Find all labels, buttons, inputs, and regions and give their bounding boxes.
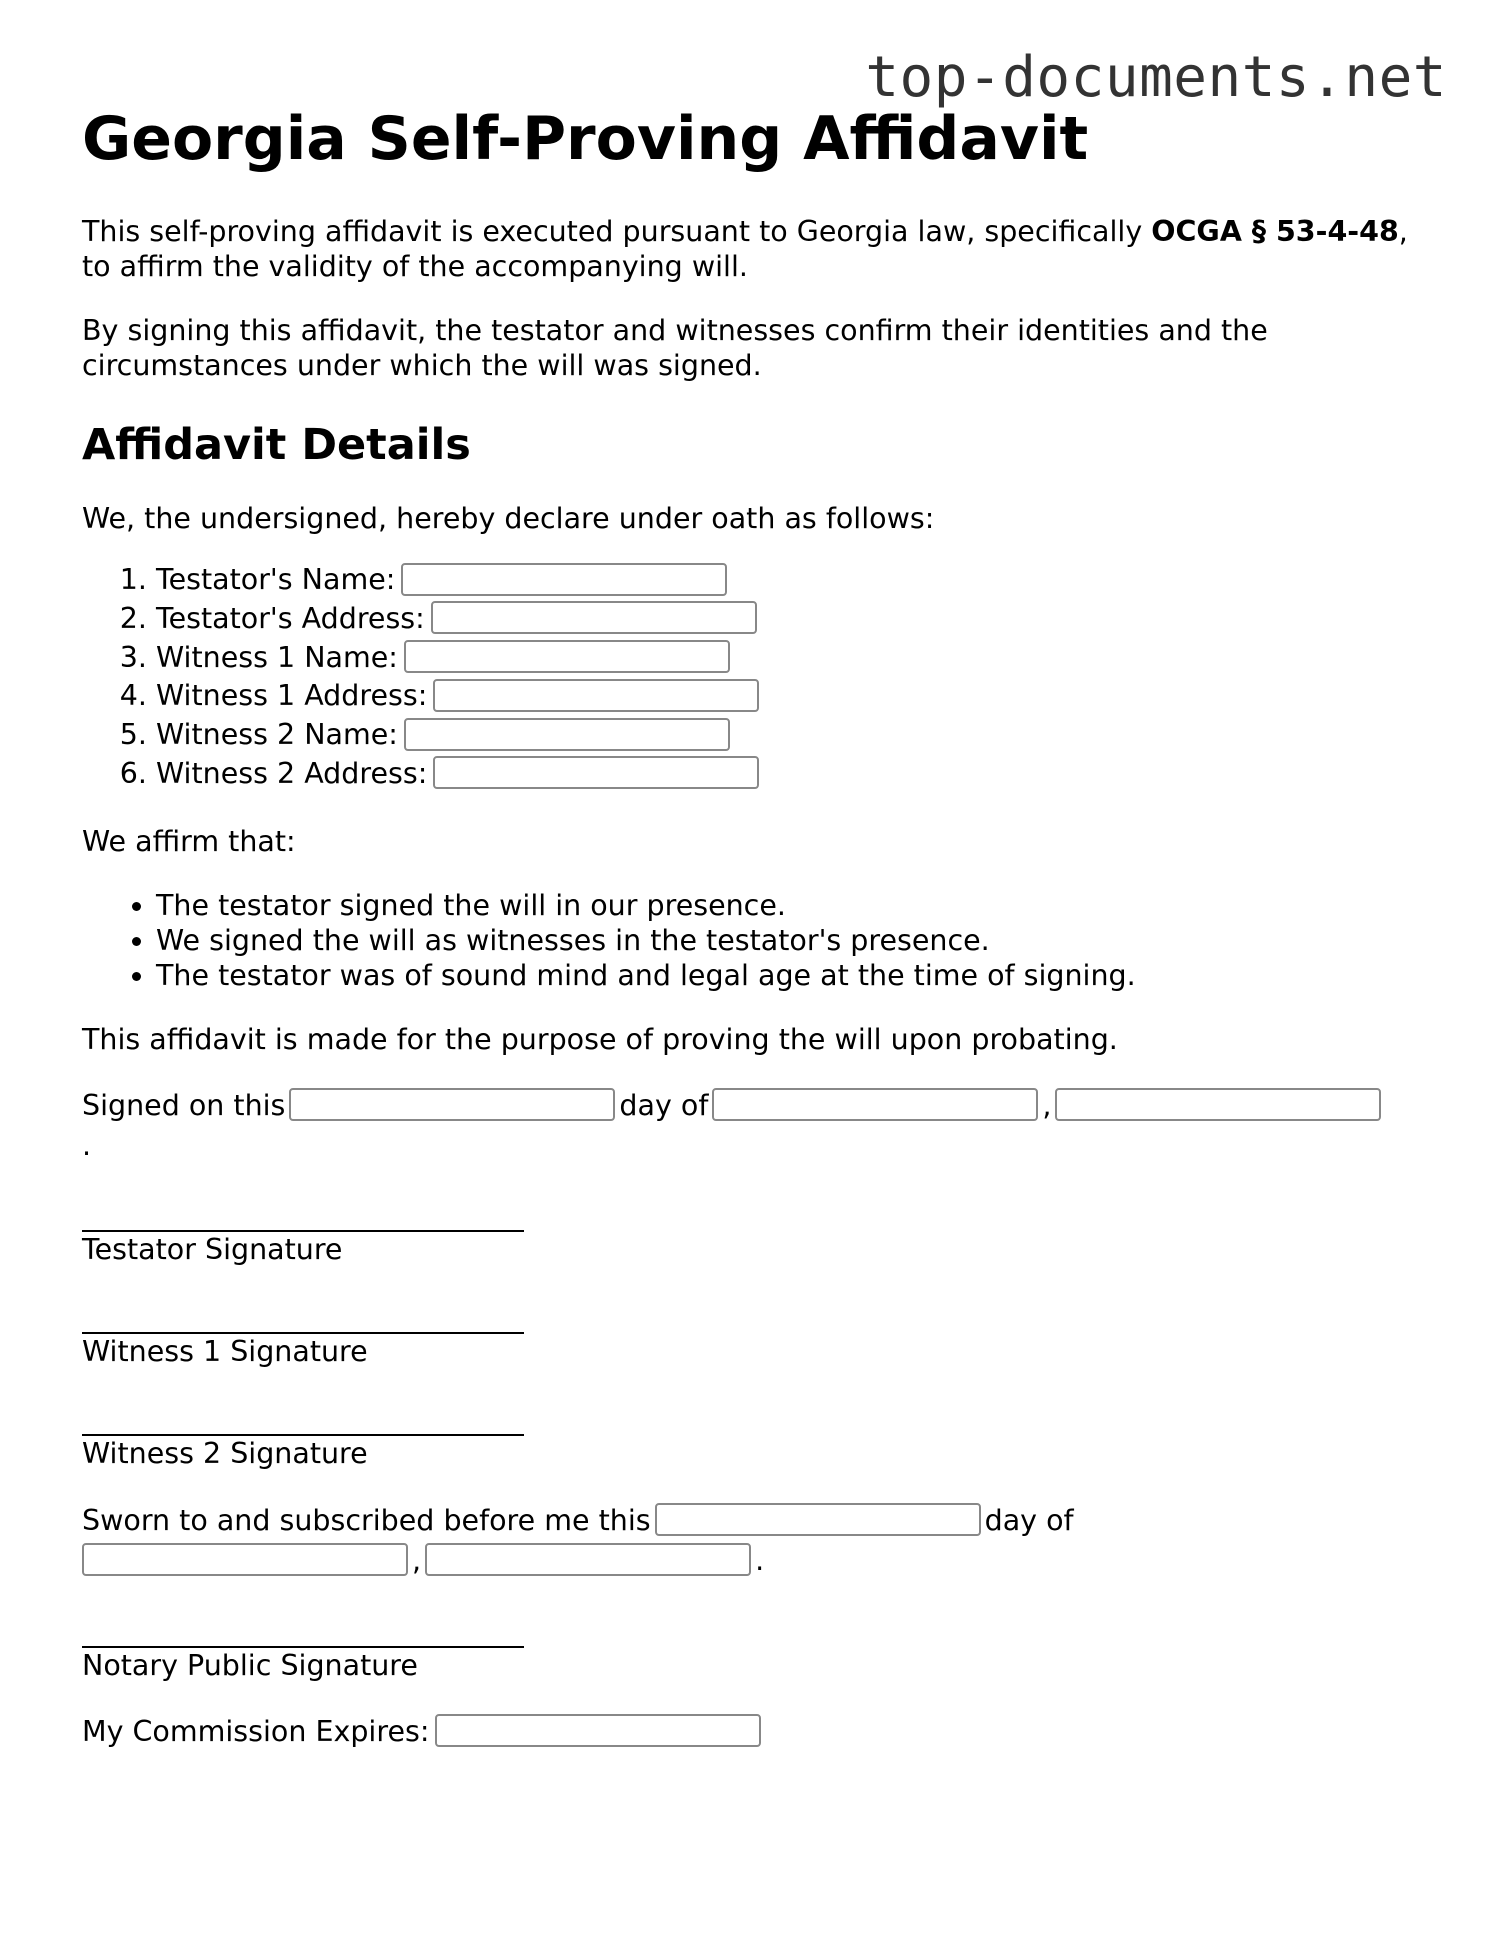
affirmation-item: • We signed the will as witnesses in the testator's presence. — [156, 923, 1422, 958]
signed-day-of-label: day of — [619, 1088, 709, 1122]
intro-text-suffix: , to affirm the validity of the accompanying will. — [82, 215, 1408, 283]
affirmations-list — [82, 888, 1422, 993]
signed-comma: , — [1042, 1088, 1052, 1122]
sworn-day-of-label: day of — [984, 1503, 1074, 1537]
signed-date-line — [82, 1086, 1422, 1166]
sworn-day-input[interactable] — [655, 1503, 981, 1536]
witness2-signature-label: Witness 2 Signature — [82, 1436, 368, 1470]
witness2-address-input[interactable] — [433, 756, 759, 789]
affirm-intro: We affirm that: — [82, 824, 296, 858]
section-heading-details: Affidavit Details — [82, 420, 471, 470]
page-title: Georgia Self-Proving Affidavit — [82, 104, 1089, 174]
commission-expires-line — [82, 1712, 1422, 1752]
testator-name-input[interactable] — [401, 563, 727, 596]
witness1-address-label: Witness 1 Address: — [156, 679, 428, 713]
list-item-testator-name — [156, 561, 1422, 600]
sworn-label: Sworn to and subscribed before me this — [82, 1503, 651, 1537]
witness1-address-input[interactable] — [433, 679, 759, 712]
intro-paragraph-1 — [82, 214, 1422, 284]
witness1-signature-label: Witness 1 Signature — [82, 1334, 368, 1368]
sworn-period: . — [755, 1543, 765, 1577]
list-item-witness1-address — [156, 677, 1422, 716]
list-item-testator-address — [156, 600, 1422, 639]
affidavit-document — [82, 100, 1422, 1752]
sworn-comma: , — [412, 1543, 422, 1577]
list-item-witness2-name — [156, 716, 1422, 755]
identity-fields-list — [82, 561, 1422, 794]
statute-reference: OCGA § 53-4-48 — [1151, 215, 1399, 248]
witness2-name-label: Witness 2 Name: — [156, 718, 398, 752]
testator-signature-label: Testator Signature — [82, 1232, 343, 1266]
witness1-name-input[interactable] — [404, 640, 730, 673]
signed-year-input[interactable] — [1055, 1088, 1381, 1121]
signed-month-input[interactable] — [712, 1088, 1038, 1121]
testator-name-label: Testator's Name: — [156, 563, 396, 596]
intro-paragraph-2: By signing this affidavit, the testator and witnesses confirm their identities and the circumstances under which the will was signed. — [82, 314, 1268, 382]
commission-expires-label: My Commission Expires: — [82, 1714, 430, 1748]
testator-signature-block — [82, 1230, 1422, 1268]
affirmation-item: • The testator was of sound mind and legal age at the time of signing. — [156, 958, 1422, 993]
affirmation-item: • The testator signed the will in our presence. — [156, 888, 1422, 923]
notary-signature-block — [82, 1646, 1422, 1684]
witness2-address-label: Witness 2 Address: — [156, 756, 428, 790]
intro-text-prefix: This self-proving affidavit is executed pursuant to Georgia law, specifically — [82, 215, 1152, 248]
notary-signature-label: Notary Public Signature — [82, 1648, 418, 1682]
list-item-witness1-name — [156, 639, 1422, 678]
testator-address-input[interactable] — [431, 601, 757, 634]
sworn-date-line — [82, 1501, 1422, 1581]
sworn-year-input[interactable] — [425, 1543, 751, 1576]
sworn-month-input[interactable] — [82, 1543, 408, 1576]
watermark-text: top-documents.net — [865, 45, 1447, 110]
signed-day-input[interactable] — [289, 1088, 615, 1121]
declaration-text: We, the undersigned, hereby declare under oath as follows: — [82, 502, 935, 535]
purpose-statement: This affidavit is made for the purpose of proving the will upon probating. — [82, 1022, 1118, 1056]
witness1-name-label: Witness 1 Name: — [156, 640, 398, 674]
witness1-signature-block — [82, 1332, 1422, 1370]
signed-period: . — [82, 1128, 92, 1162]
list-item-witness2-address — [156, 755, 1422, 794]
testator-address-label: Testator's Address: — [156, 601, 425, 635]
signed-on-label: Signed on this — [82, 1088, 286, 1122]
witness2-signature-block — [82, 1434, 1422, 1472]
witness2-name-input[interactable] — [404, 718, 730, 751]
commission-expires-input[interactable] — [435, 1714, 761, 1747]
